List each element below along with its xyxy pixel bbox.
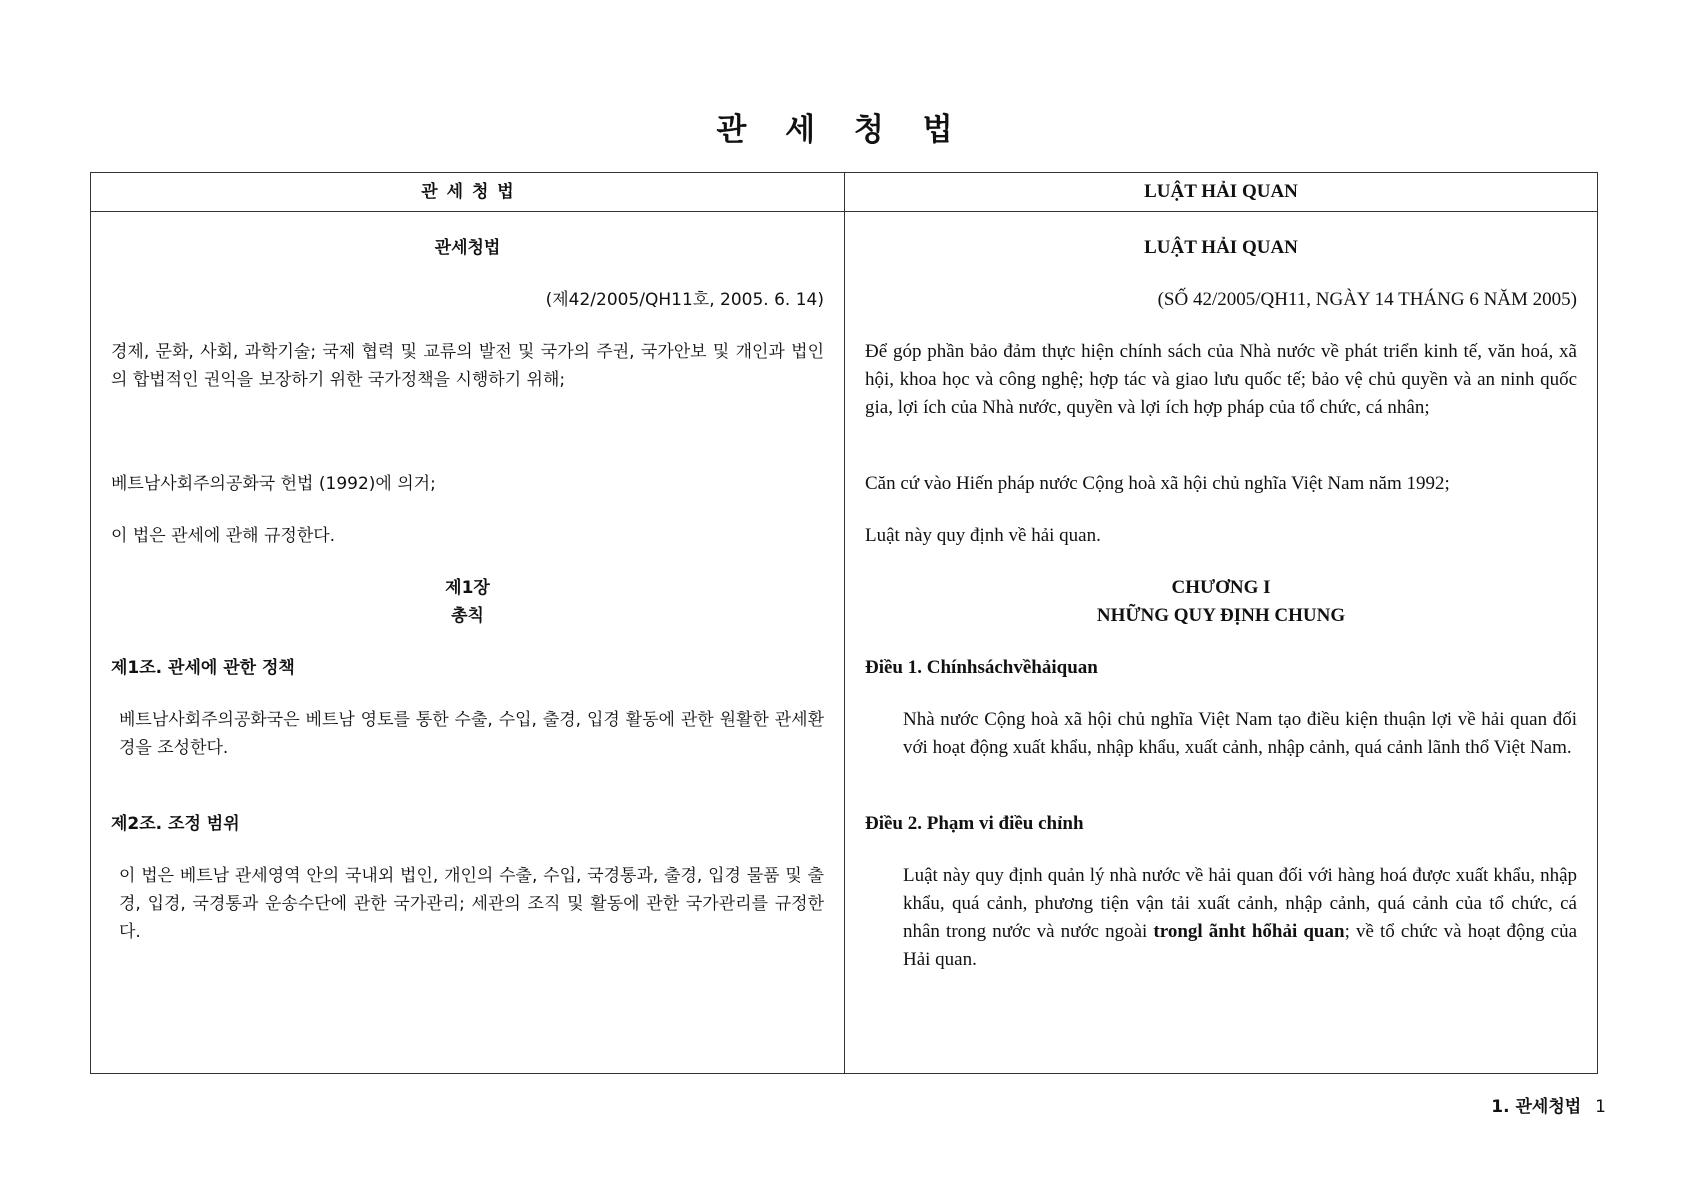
vi-law-title: LUẬT HẢI QUAN	[1144, 237, 1298, 258]
vi-article-2-text-a: Luật này quy định quản lý nhà nước về hải quan đối với hàng hoá được xuất khẩu, nhập khẩu, quá cảnh, phương tiện vận tải xuất cảnh, nhập cảnh, quá cảnh của tổ chức, cá nhân trong nước và nước ngoài	[903, 865, 1577, 942]
page-number: 1	[1595, 1097, 1606, 1117]
ko-preamble: 경제, 문화, 사회, 과학기술; 국제 협력 및 교류의 발전 및 국가의 주권, 국가안보 및 개인과 법인의 합법적인 권익을 보장하기 위한 국가정책을 시행하기 위해;	[111, 342, 824, 390]
ko-article-1-title: 제1조. 관세에 관한 정책	[111, 658, 295, 678]
vi-chapter-number: CHƯƠNG I	[1171, 577, 1271, 598]
ko-chapter-number: 제1장	[445, 578, 490, 598]
vi-article-2-text-bold: trongl ãnht hổhải quan	[1153, 921, 1345, 942]
ko-law-number: (제42/2005/QH11호, 2005. 6. 14)	[545, 290, 824, 310]
ko-scope-intro: 이 법은 관세에 관해 규정한다.	[111, 526, 336, 546]
ko-chapter-name: 총칙	[451, 606, 484, 626]
vi-article-1-title: Điều 1. Chínhsáchvềhảiquan	[865, 657, 1098, 678]
vietnamese-column	[845, 212, 1597, 1073]
vi-article-2-title: Điều 2. Phạm vi điều chỉnh	[865, 813, 1084, 834]
page-footer	[1491, 1092, 1606, 1117]
vi-preamble: Để góp phần bảo đảm thực hiện chính sách của Nhà nước về phát triển kinh tế, văn hoá, xã hội, khoa học và công nghệ; hợp tác và giao lưu quốc tế; bảo vệ chủ quyền và an ninh quốc gia, lợi ích của Nhà nước, quyền và lợi ích hợp pháp của tổ chức, cá nhân;	[865, 341, 1577, 418]
korean-column	[91, 212, 844, 1073]
vi-article-2-text-b: ; về tổ chức và hoạt động của Hải quan.	[903, 921, 1578, 970]
vietnamese-column-header: LUẬT HẢI QUAN	[1144, 181, 1298, 202]
vi-chapter-name: NHỮNG QUY ĐỊNH CHUNG	[1096, 605, 1346, 626]
bilingual-table	[90, 172, 1598, 1074]
ko-article-2-text: 이 법은 베트남 관세영역 안의 국내외 법인, 개인의 수출, 수입, 국경통과, 출경, 입경 물품 및 출경, 입경, 국경통과 운송수단에 관한 국가관리; 세관의 조직 및 활동에 관한 국가관리를 규정한다.	[119, 866, 824, 942]
vi-basis: Căn cứ vào Hiến pháp nước Cộng hoà xã hội chủ nghĩa Việt Nam năm 1992;	[865, 473, 1450, 494]
vi-article-2-text	[903, 862, 1577, 974]
footer-label: 1. 관세청법	[1491, 1097, 1582, 1117]
ko-law-title: 관세청법	[434, 238, 501, 258]
vi-law-number: (SỐ 42/2005/QH11, NGÀY 14 THÁNG 6 NĂM 2005)	[1157, 289, 1577, 310]
ko-article-1-text: 베트남사회주의공화국은 베트남 영토를 통한 수출, 수입, 출경, 입경 활동에 관한 원활한 관세환경을 조성한다.	[119, 710, 824, 758]
korean-column-header: 관 세 청 법	[421, 182, 514, 202]
vi-article-1-text: Nhà nước Cộng hoà xã hội chủ nghĩa Việt Nam tạo điều kiện thuận lợi về hải quan đối với hoạt động xuất khẩu, nhập khẩu, xuất cảnh, nhập cảnh, quá cảnh lãnh thổ Việt Nam.	[903, 709, 1577, 758]
ko-basis: 베트남사회주의공화국 헌법 (1992)에 의거;	[111, 474, 436, 494]
vi-scope-intro: Luật này quy định về hải quan.	[865, 525, 1101, 546]
document-title: 관 세 청 법	[716, 112, 967, 148]
ko-article-2-title: 제2조. 조정 범위	[111, 814, 240, 834]
